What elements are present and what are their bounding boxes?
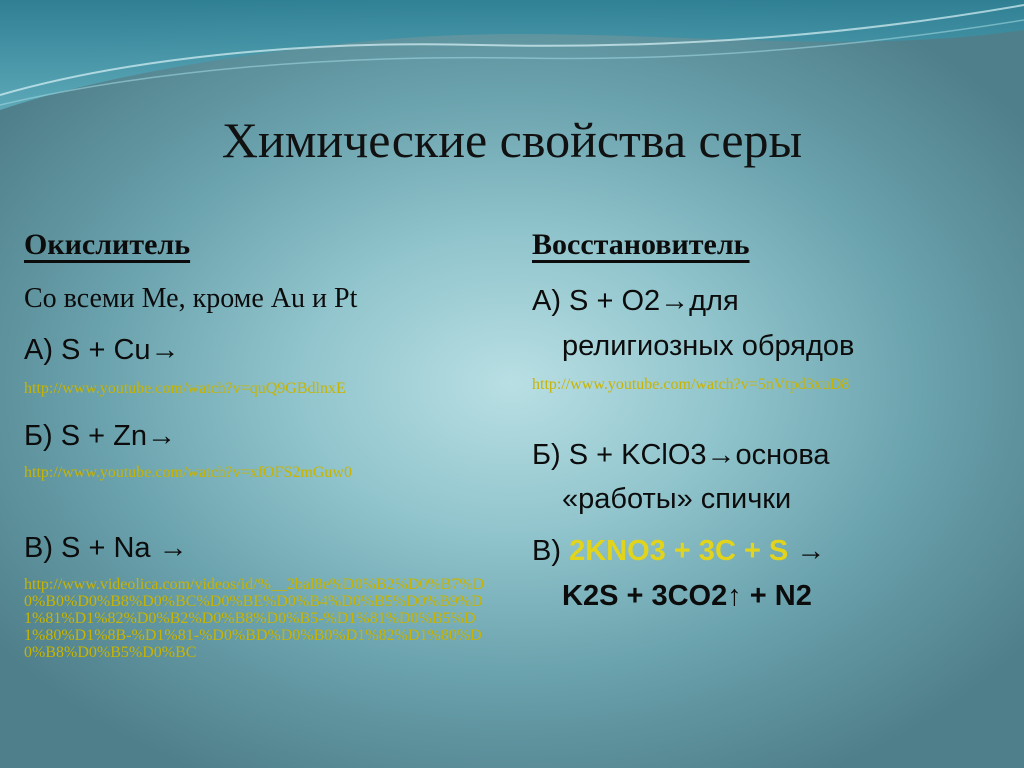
page-title: Химические свойства серы — [221, 112, 803, 168]
decorative-waves — [0, 0, 1024, 120]
reaction-s-zn: Б) S + Zn→ — [24, 420, 176, 452]
reaction-s-kclo3: Б) S + KClO3→основа — [532, 439, 830, 471]
link-s-na-video[interactable]: http://www.videolica.com/videos/id/%__2bal8e%D0%B2%D0%B7%D0%B0%D0%B8%D0%BC%D0%BE%D0%B4%D0%B5%D0%B9%D1%81%D1%82%D0%B2%D0%B8%D0%B5-%D1%81%D0%B5%D1%80%D1%8B-%D1%81-%D0%BD%D0%B0%D1%82%D1%80%D0%B8%D0%B5%D0%BC — [24, 576, 485, 661]
reducer-heading: Восстановитель — [532, 228, 750, 261]
oxidizer-heading: Окислитель — [24, 228, 191, 261]
reaction-s-o2-note: религиозных обрядов — [562, 330, 855, 362]
link-s-o2-video[interactable]: http://www.youtube.com/watch?v=5nVtpd3xuD8 — [532, 376, 850, 393]
oxidizer-intro: Со всеми Ме, кроме Au и Pt — [24, 283, 358, 314]
reaction-s-na: В) S + Na → — [24, 532, 188, 564]
reaction-gunpowder-arrow: → — [788, 535, 826, 567]
reaction-s-o2: А) S + O2→для — [532, 285, 739, 317]
reaction-gunpowder-prefix: В) — [532, 535, 570, 567]
reaction-s-cu: А) S + Cu→ — [24, 334, 180, 366]
reaction-gunpowder-products: K2S + 3CO2↑ + N2 — [562, 580, 812, 612]
link-s-cu-video[interactable]: http://www.youtube.com/watch?v=quQ9GBdlnxE — [24, 380, 346, 397]
reaction-gunpowder-reactants: 2KNO3 + 3C + S — [569, 535, 789, 567]
reaction-s-kclo3-note: «работы» спички — [562, 483, 792, 515]
reaction-gunpowder — [532, 533, 825, 569]
link-s-zn-video[interactable]: http://www.youtube.com/watch?v=xfOFS2mGuw0 — [24, 464, 352, 481]
